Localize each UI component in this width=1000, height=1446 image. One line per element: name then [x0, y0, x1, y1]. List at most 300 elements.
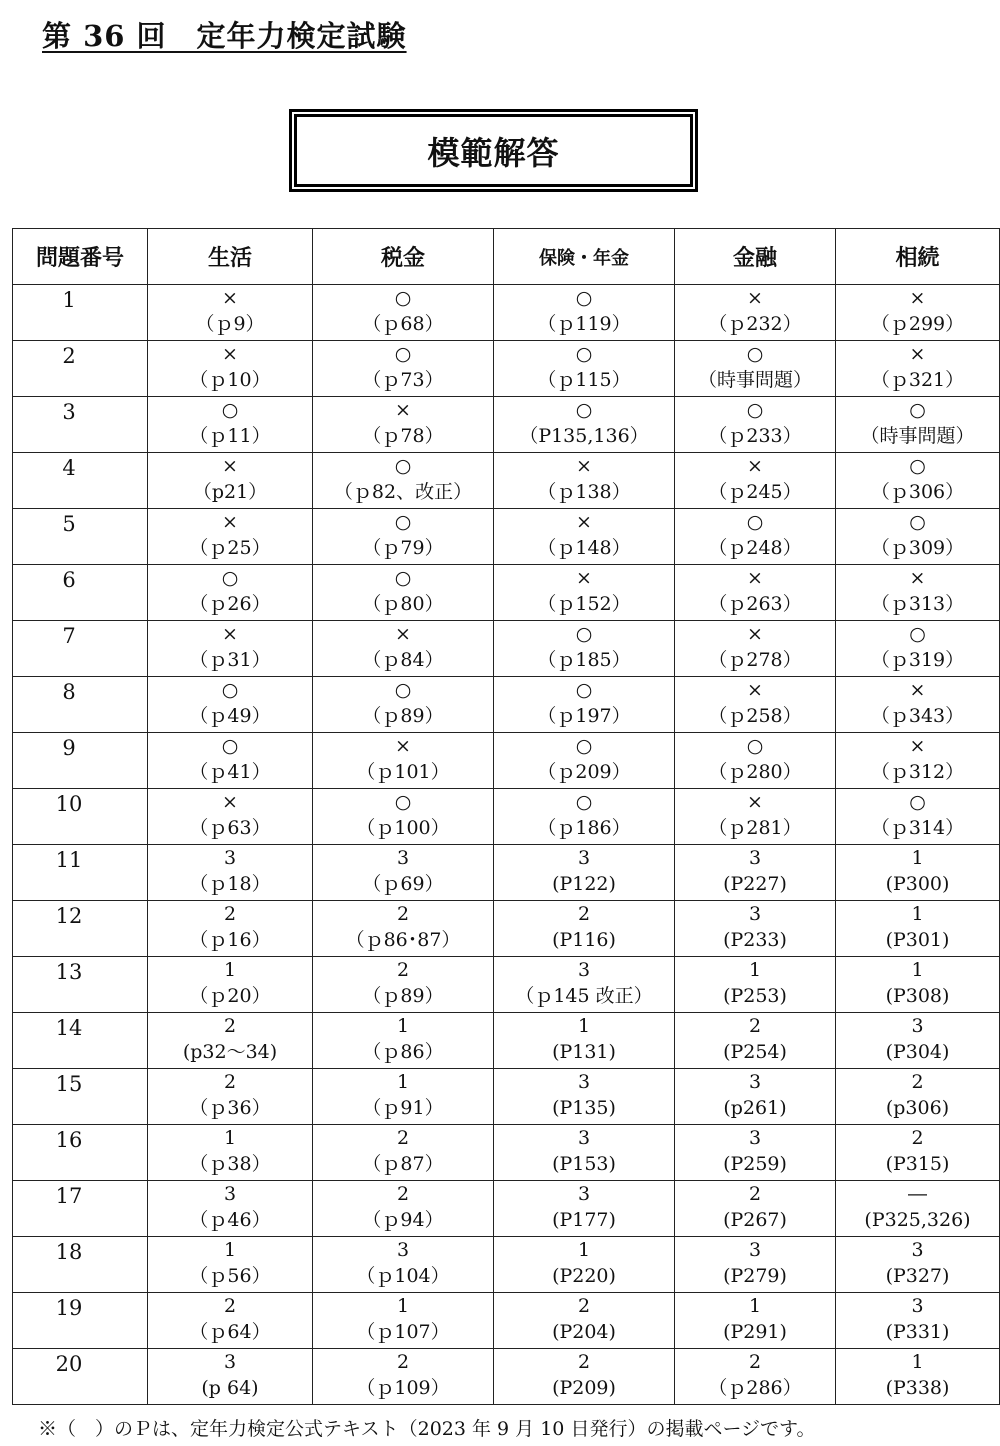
table-row: [13, 1013, 1000, 1069]
answer-value: 3: [911, 1239, 924, 1261]
answer-value: 2: [911, 1071, 924, 1093]
page-reference: （ｐ152）: [537, 593, 631, 615]
answer-value: ×: [909, 735, 926, 757]
page-reference: （ｐ68）: [362, 313, 444, 335]
answer-cell-finance: [675, 1293, 836, 1349]
page-reference: （ｐ245）: [708, 481, 802, 503]
page-reference: （ｐ278）: [708, 649, 802, 671]
question-number-cell: [13, 453, 148, 509]
table-row: [13, 1181, 1000, 1237]
answer-value: ×: [909, 567, 926, 589]
table-row: [13, 341, 1000, 397]
page-reference: （ｐ18）: [189, 873, 271, 895]
answer-value: ○: [909, 455, 926, 477]
answer-cell-insurance-pension: [494, 565, 675, 621]
question-number: 6: [62, 568, 76, 592]
answer-cell-insurance-pension: [494, 621, 675, 677]
page-reference: （ｐ209）: [537, 761, 631, 783]
answer-cell-life: [148, 845, 313, 901]
page-reference: (p 64): [201, 1377, 259, 1399]
answer-cell-finance: [675, 341, 836, 397]
table-row: [13, 453, 1000, 509]
answer-value: ×: [747, 791, 763, 813]
answer-cell-inheritance: [836, 789, 1000, 845]
answer-cell-tax: [313, 453, 494, 509]
answer-cell-life: [148, 1349, 313, 1405]
answer-cell-insurance-pension: [494, 789, 675, 845]
page-reference: (P315): [885, 1153, 950, 1175]
page-reference: (P254): [723, 1041, 787, 1063]
page-reference: (P308): [885, 985, 950, 1007]
page-reference: （時事問題）: [697, 369, 812, 391]
answer-cell-life: [148, 901, 313, 957]
answer-cell-tax: [313, 1125, 494, 1181]
answer-value: ○: [394, 791, 412, 813]
question-number-cell: [13, 1293, 148, 1349]
answer-value: ○: [575, 735, 593, 757]
page-reference: （ｐ104）: [356, 1265, 450, 1287]
page-reference: （ｐ89）: [362, 985, 444, 1007]
answer-value: ×: [747, 567, 763, 589]
page-reference: （時事問題）: [860, 425, 975, 447]
answer-value: ×: [395, 623, 411, 645]
table-row: [13, 957, 1000, 1013]
answer-cell-inheritance: [836, 1013, 1000, 1069]
question-number: 20: [55, 1352, 83, 1376]
page-reference: （ｐ101）: [356, 761, 450, 783]
page-reference: (P338): [885, 1377, 950, 1399]
answer-value: ○: [909, 791, 926, 813]
page-reference: （ｐ69）: [362, 873, 444, 895]
page-reference: （p21）: [192, 481, 268, 503]
answer-cell-insurance-pension: [494, 453, 675, 509]
table-row: [13, 677, 1000, 733]
answer-cell-life: [148, 285, 313, 341]
answer-value: 3: [748, 1127, 762, 1149]
page-reference: （ｐ197）: [537, 705, 631, 727]
answer-value: ○: [394, 511, 412, 533]
page-reference: (P279): [723, 1265, 787, 1287]
page-reference: (P177): [552, 1209, 616, 1231]
page-reference: (P153): [552, 1153, 616, 1175]
answer-cell-life: [148, 789, 313, 845]
question-number-cell: [13, 733, 148, 789]
question-number-cell: [13, 957, 148, 1013]
answer-cell-inheritance: [836, 677, 1000, 733]
answer-value: 3: [396, 1239, 410, 1261]
answer-cell-life: [148, 341, 313, 397]
answer-value: 3: [223, 1351, 237, 1373]
question-number-cell: [13, 285, 148, 341]
answer-cell-tax: [313, 341, 494, 397]
answer-value: 3: [577, 959, 591, 981]
question-number-cell: [13, 1013, 148, 1069]
page-reference: (p306): [885, 1097, 950, 1119]
answer-value: 3: [748, 1239, 762, 1261]
answer-value: 2: [223, 1015, 237, 1037]
table-row: [13, 733, 1000, 789]
table-header-row: [13, 229, 1000, 285]
answer-value: 3: [748, 847, 762, 869]
page-reference: （ｐ91）: [362, 1097, 444, 1119]
answer-table: [12, 228, 1000, 1405]
answer-value: 2: [748, 1183, 762, 1205]
question-number: 7: [62, 624, 76, 648]
answer-cell-finance: [675, 845, 836, 901]
answer-cell-insurance-pension: [494, 1349, 675, 1405]
answer-cell-insurance-pension: [494, 845, 675, 901]
answer-value: 2: [396, 1351, 410, 1373]
answer-cell-life: [148, 1069, 313, 1125]
answer-cell-inheritance: [836, 285, 1000, 341]
question-number: 19: [55, 1296, 83, 1320]
answer-cell-finance: [675, 453, 836, 509]
question-number: 10: [55, 792, 83, 816]
answer-value: 2: [748, 1351, 762, 1373]
page-reference: （ｐ11）: [189, 425, 271, 447]
answer-title: 模範解答: [427, 133, 560, 172]
answer-value: 1: [396, 1071, 410, 1093]
answer-value: 2: [223, 1071, 237, 1093]
page-reference: （P135,136）: [519, 425, 649, 447]
answer-cell-finance: [675, 1181, 836, 1237]
answer-value: ×: [395, 735, 411, 757]
answer-value: ○: [394, 287, 412, 309]
page-reference: (P331): [885, 1321, 950, 1343]
answer-cell-finance: [675, 621, 836, 677]
answer-value: 2: [577, 1295, 591, 1317]
answer-cell-life: [148, 1125, 313, 1181]
question-number: 13: [55, 960, 83, 984]
answer-value: 3: [223, 1183, 237, 1205]
page-reference: （ｐ107）: [356, 1321, 450, 1343]
page-reference: (P135): [552, 1097, 616, 1119]
answer-cell-insurance-pension: [494, 901, 675, 957]
answer-cell-inheritance: [836, 509, 1000, 565]
answer-cell-tax: [313, 565, 494, 621]
answer-value: ○: [575, 791, 593, 813]
answer-value: ×: [747, 623, 763, 645]
page-reference: （ｐ63）: [189, 817, 271, 839]
answer-value: 1: [911, 847, 924, 869]
answer-value: ○: [575, 623, 593, 645]
page-reference: （ｐ109）: [356, 1377, 450, 1399]
question-number-cell: [13, 397, 148, 453]
table-row: [13, 397, 1000, 453]
answer-value: 2: [223, 1295, 237, 1317]
page-reference: （ｐ119）: [537, 313, 631, 335]
answer-value: 1: [911, 903, 924, 925]
table-row: [13, 285, 1000, 341]
answer-cell-insurance-pension: [494, 677, 675, 733]
answer-cell-insurance-pension: [494, 341, 675, 397]
answer-cell-tax: [313, 1013, 494, 1069]
answer-cell-tax: [313, 1069, 494, 1125]
answer-value: ○: [746, 343, 764, 365]
answer-cell-life: [148, 397, 313, 453]
table-row: [13, 621, 1000, 677]
answer-cell-life: [148, 957, 313, 1013]
answer-value: 2: [396, 1127, 410, 1149]
page-reference: （ｐ280）: [708, 761, 802, 783]
table-row: [13, 789, 1000, 845]
page-reference: （ｐ16）: [189, 929, 271, 951]
page-reference: (P325,326): [864, 1209, 971, 1231]
answer-value: 1: [577, 1015, 591, 1037]
page-reference: （ｐ49）: [189, 705, 271, 727]
answer-value: 3: [748, 1071, 762, 1093]
answer-value: 1: [748, 959, 762, 981]
question-number: 14: [55, 1016, 83, 1040]
answer-cell-inheritance: [836, 565, 1000, 621]
answer-value: ○: [394, 679, 412, 701]
answer-cell-insurance-pension: [494, 1181, 675, 1237]
page-reference: （ｐ79）: [362, 537, 444, 559]
answer-value: 1: [911, 959, 924, 981]
answer-value: ○: [909, 623, 926, 645]
footnote: ※（ ）のＰは、定年力検定公式テキスト（2023 年 9 月 10 日発行）の掲載ページです。: [38, 1418, 816, 1440]
page-reference: (P227): [723, 873, 787, 895]
question-number: 1: [62, 288, 76, 312]
answer-cell-insurance-pension: [494, 1125, 675, 1181]
answer-cell-tax: [313, 509, 494, 565]
answer-value: ×: [909, 679, 926, 701]
page-reference: （ｐ38）: [189, 1153, 271, 1175]
table-row: [13, 1069, 1000, 1125]
answer-cell-insurance-pension: [494, 509, 675, 565]
page-reference: （ｐ82、改正）: [333, 481, 473, 503]
answer-cell-life: [148, 1293, 313, 1349]
question-number-cell: [13, 1349, 148, 1405]
answer-cell-tax: [313, 845, 494, 901]
page-reference: （ｐ10）: [189, 369, 271, 391]
answer-cell-tax: [313, 621, 494, 677]
page-reference: (P209): [552, 1377, 616, 1399]
answer-value: ×: [222, 455, 238, 477]
answer-cell-finance: [675, 957, 836, 1013]
page-reference: (p261): [723, 1097, 787, 1119]
page-reference: （ｐ313）: [870, 593, 965, 615]
page-reference: （ｐ87）: [362, 1153, 444, 1175]
page-reference: （ｐ84）: [362, 649, 444, 671]
answer-cell-life: [148, 677, 313, 733]
page-reference: (P220): [552, 1265, 616, 1287]
page-reference: (P300): [885, 873, 950, 895]
page-reference: (P301): [885, 929, 950, 951]
answer-cell-inheritance: [836, 1069, 1000, 1125]
page-reference: (P204): [552, 1321, 616, 1343]
page-reference: （ｐ78）: [362, 425, 444, 447]
answer-cell-life: [148, 733, 313, 789]
answer-cell-finance: [675, 789, 836, 845]
header-tax: 税金: [313, 229, 494, 285]
header-inheritance: 相続: [836, 229, 1000, 285]
answer-cell-finance: [675, 1349, 836, 1405]
page-reference: （ｐ36）: [189, 1097, 271, 1119]
page-reference: （ｐ186）: [537, 817, 631, 839]
page-reference: (P327): [885, 1265, 950, 1287]
answer-value: 2: [396, 903, 410, 925]
page-reference: （ｐ94）: [362, 1209, 444, 1231]
answer-value: ○: [394, 343, 412, 365]
answer-value: ○: [746, 735, 764, 757]
answer-value: 3: [577, 1071, 591, 1093]
question-number-cell: [13, 621, 148, 677]
page-reference: (P131): [552, 1041, 616, 1063]
answer-value: ×: [222, 511, 238, 533]
page-reference: （ｐ258）: [708, 705, 802, 727]
page-reference: (p32〜34): [182, 1041, 278, 1063]
question-number: 9: [62, 736, 76, 760]
answer-cell-finance: [675, 1125, 836, 1181]
answer-value: ×: [222, 623, 238, 645]
table-row: [13, 565, 1000, 621]
answer-value: ×: [909, 343, 926, 365]
answer-cell-tax: [313, 901, 494, 957]
question-number: 2: [62, 344, 76, 368]
answer-cell-finance: [675, 901, 836, 957]
answer-cell-inheritance: [836, 1237, 1000, 1293]
answer-value: ×: [222, 343, 238, 365]
table-row: [13, 1349, 1000, 1405]
answer-cell-insurance-pension: [494, 1069, 675, 1125]
question-number: 5: [62, 512, 76, 536]
page-reference: （ｐ80）: [362, 593, 444, 615]
answer-value: ○: [221, 735, 239, 757]
page-reference: （ｐ314）: [870, 817, 965, 839]
page-reference: （ｐ86･87）: [345, 929, 461, 951]
answer-value: 2: [396, 959, 410, 981]
answer-value: ○: [909, 511, 926, 533]
header-finance: 金融: [675, 229, 836, 285]
answer-value: ○: [221, 679, 239, 701]
answer-cell-inheritance: [836, 397, 1000, 453]
page-reference: (P116): [552, 929, 616, 951]
answer-cell-finance: [675, 397, 836, 453]
page-reference: （ｐ148）: [537, 537, 631, 559]
answer-value: 3: [577, 1183, 591, 1205]
answer-cell-life: [148, 1237, 313, 1293]
answer-cell-tax: [313, 677, 494, 733]
page-reference: (P291): [723, 1321, 787, 1343]
answer-cell-life: [148, 621, 313, 677]
answer-cell-inheritance: [836, 453, 1000, 509]
answer-value: ×: [909, 287, 926, 309]
answer-value: 2: [396, 1183, 410, 1205]
answer-value: 2: [748, 1015, 762, 1037]
answer-value: ―: [908, 1183, 927, 1205]
table-row: [13, 1293, 1000, 1349]
answer-value: ×: [576, 511, 592, 533]
answer-cell-inheritance: [836, 341, 1000, 397]
answer-cell-life: [148, 1013, 313, 1069]
answer-cell-finance: [675, 1013, 836, 1069]
page-reference: （ｐ185）: [537, 649, 631, 671]
question-number-cell: [13, 565, 148, 621]
answer-value: 3: [223, 847, 237, 869]
page-reference: （ｐ299）: [870, 313, 965, 335]
answer-value: 3: [911, 1295, 924, 1317]
answer-value: ×: [222, 791, 238, 813]
answer-value: ○: [746, 511, 764, 533]
answer-cell-insurance-pension: [494, 733, 675, 789]
page-reference: （ｐ46）: [189, 1209, 271, 1231]
answer-value: ○: [221, 399, 239, 421]
answer-value: ×: [747, 679, 763, 701]
page-reference: （ｐ115）: [537, 369, 631, 391]
question-number-cell: [13, 509, 148, 565]
page-reference: （ｐ20）: [189, 985, 271, 1007]
answer-cell-tax: [313, 1181, 494, 1237]
page-reference: （ｐ56）: [189, 1265, 271, 1287]
answer-cell-tax: [313, 1293, 494, 1349]
page-reference: （ｐ9）: [195, 313, 265, 335]
page-reference: （ｐ309）: [870, 537, 965, 559]
page-reference: （ｐ25）: [189, 537, 271, 559]
answer-value: 1: [911, 1351, 924, 1373]
answer-cell-finance: [675, 1069, 836, 1125]
table-row: [13, 1125, 1000, 1181]
answer-cell-inheritance: [836, 901, 1000, 957]
page-reference: （ｐ26）: [189, 593, 271, 615]
question-number-cell: [13, 1237, 148, 1293]
answer-cell-insurance-pension: [494, 957, 675, 1013]
page-reference: （ｐ145 改正）: [515, 985, 653, 1007]
answer-cell-inheritance: [836, 621, 1000, 677]
question-number-cell: [13, 1125, 148, 1181]
answer-value: 1: [577, 1239, 591, 1261]
header-life: 生活: [148, 229, 313, 285]
question-number-cell: [13, 677, 148, 733]
answer-value: 3: [577, 1127, 591, 1149]
answer-value: ○: [746, 399, 764, 421]
question-number: 18: [55, 1240, 83, 1264]
question-number: 16: [55, 1128, 83, 1152]
page-reference: （ｐ312）: [870, 761, 965, 783]
answer-value: 3: [396, 847, 410, 869]
answer-value: 1: [223, 959, 237, 981]
question-number-cell: [13, 341, 148, 397]
answer-value: ○: [909, 399, 926, 421]
question-number: 12: [55, 904, 83, 928]
page-reference: （ｐ233）: [708, 425, 802, 447]
answer-cell-finance: [675, 509, 836, 565]
page-reference: （ｐ138）: [537, 481, 631, 503]
answer-value: 2: [911, 1127, 924, 1149]
answer-cell-tax: [313, 1237, 494, 1293]
page-reference: （ｐ86）: [362, 1041, 444, 1063]
header-insurance-pension: 保険・年金: [494, 229, 675, 285]
question-number: 3: [62, 400, 76, 424]
page-title: 第 36 回 定年力検定試験: [42, 19, 407, 53]
answer-value: 1: [223, 1239, 237, 1261]
question-number: 15: [55, 1072, 83, 1096]
answer-cell-insurance-pension: [494, 1237, 675, 1293]
answer-value: 2: [223, 903, 237, 925]
page-reference: （ｐ73）: [362, 369, 444, 391]
answer-value: ○: [221, 567, 239, 589]
answer-value: 2: [577, 903, 591, 925]
question-number-cell: [13, 901, 148, 957]
answer-value: ×: [747, 455, 763, 477]
header-number: 問題番号: [13, 229, 148, 285]
page-reference: (P233): [723, 929, 787, 951]
answer-cell-inheritance: [836, 1181, 1000, 1237]
table-row: [13, 901, 1000, 957]
page-reference: (P122): [552, 873, 616, 895]
answer-cell-finance: [675, 733, 836, 789]
answer-value: ×: [576, 455, 592, 477]
